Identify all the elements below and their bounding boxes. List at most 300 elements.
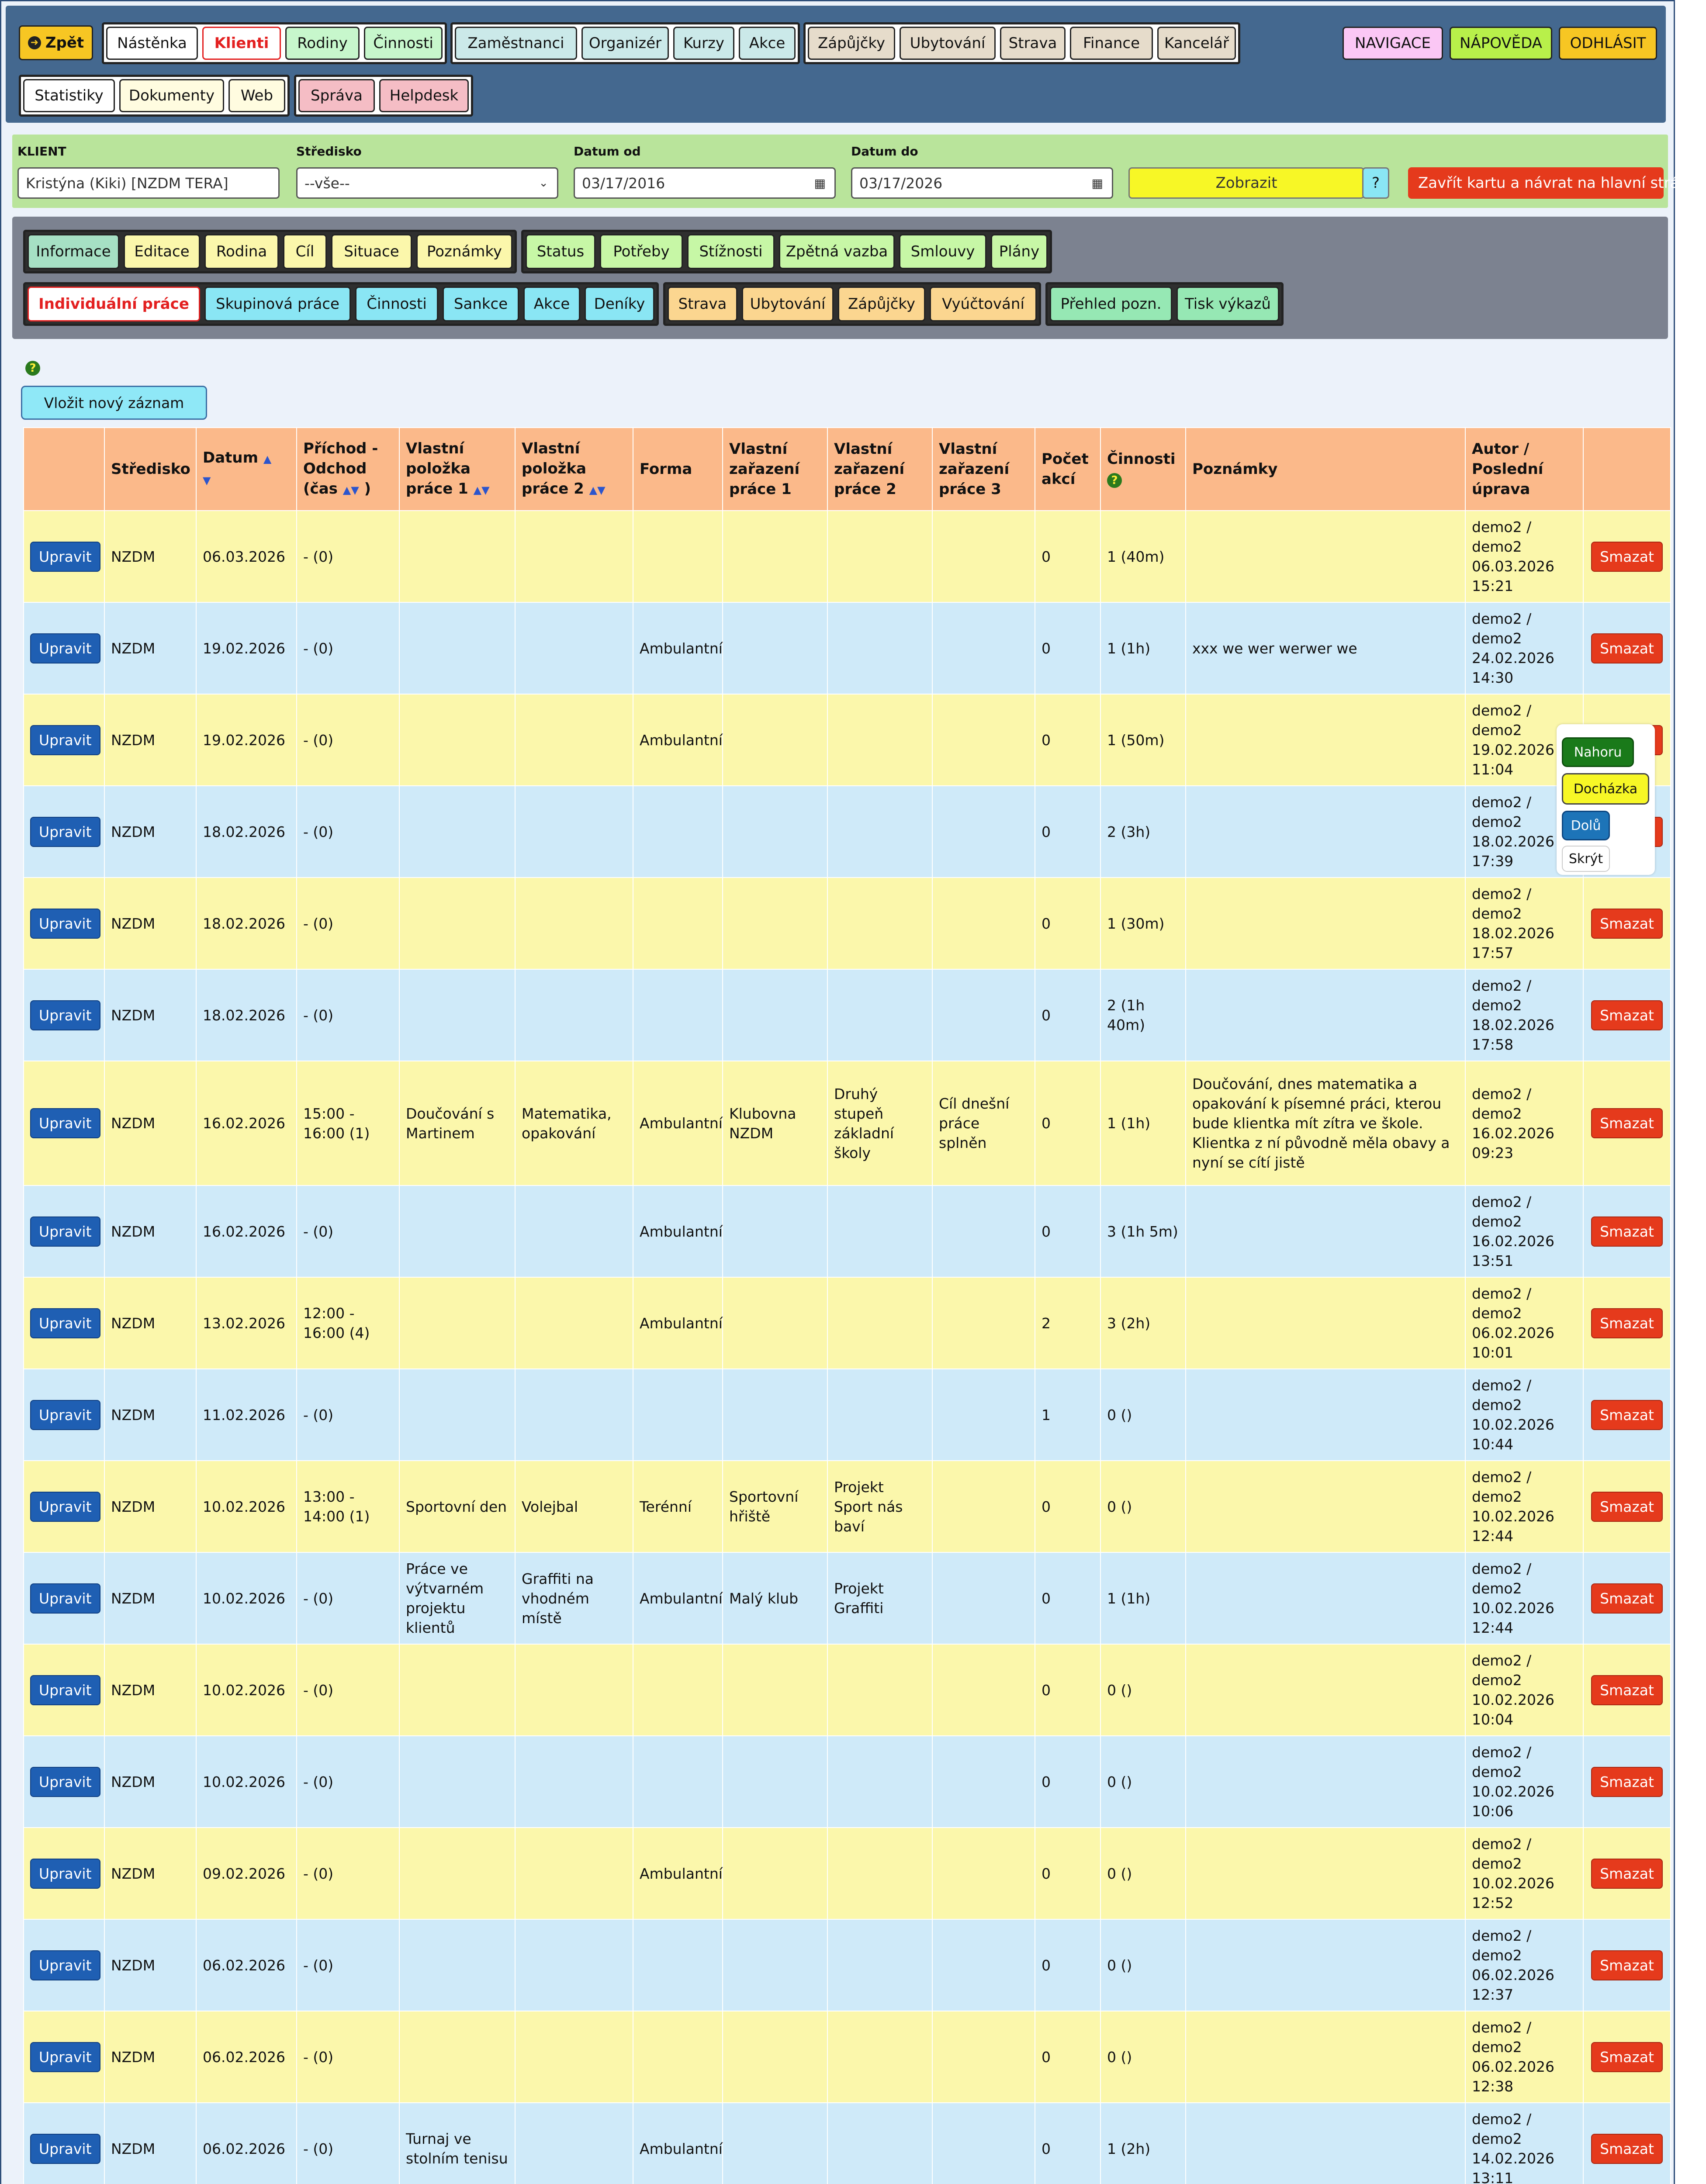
cell-pocet-akci: 0 [1035, 1061, 1100, 1185]
cell-vlastni-polozka-1 [399, 1185, 515, 1277]
table-row [24, 878, 1671, 969]
cell-autor: demo2 / demo2 24.02.2026 14:30 [1465, 602, 1583, 694]
cell-vlastni-zarazeni-1 [723, 1919, 827, 2011]
cell-forma: Ambulantní [633, 2103, 723, 2184]
cell-edit [24, 1277, 104, 1369]
cell-poznamky [1186, 694, 1465, 786]
table-row [24, 1185, 1671, 1277]
cell-delete [1583, 969, 1671, 1061]
cell-pocet-akci: 0 [1035, 1736, 1100, 1828]
header-prichod[interactable]: Příchod - Odchod (čas ▲▼ ) [297, 428, 399, 511]
cell-pocet-akci: 2 [1035, 1277, 1100, 1369]
cell-vlastni-zarazeni-1: Malý klub [723, 1552, 827, 1644]
edit-button[interactable]: Upravit [30, 1950, 100, 1980]
table-row [24, 1828, 1671, 1919]
sort-desc-icon[interactable]: ▼ [203, 474, 211, 487]
nav-finance[interactable]: Finance [1070, 27, 1153, 60]
cell-vlastni-zarazeni-2 [827, 1369, 932, 1461]
cell-vlastni-zarazeni-2: Projekt Sport nás baví [827, 1461, 932, 1552]
delete-button[interactable]: Smazat [1591, 1767, 1663, 1797]
cell-cinnosti: 0 () [1100, 1828, 1186, 1919]
edit-button[interactable]: Upravit [30, 1000, 100, 1030]
cell-vlastni-zarazeni-2 [827, 1185, 932, 1277]
cell-vlastni-polozka-1: Turnaj ve stolním tenisu [399, 2103, 515, 2184]
header-vlastni-zarazeni-2: Vlastní zařazení práce 2 [827, 428, 932, 511]
cell-vlastni-zarazeni-1 [723, 969, 827, 1061]
insert-record-button-top[interactable]: Vložit nový záznam [21, 386, 207, 420]
cell-pocet-akci: 0 [1035, 602, 1100, 694]
cell-datum: 18.02.2026 [196, 786, 297, 878]
cell-vlastni-zarazeni-3 [932, 786, 1035, 878]
cell-vlastni-polozka-2 [515, 786, 633, 878]
cell-forma: Ambulantní [633, 1061, 723, 1185]
cell-prichod: - (0) [297, 2011, 399, 2103]
cell-datum: 18.02.2026 [196, 969, 297, 1061]
cell-prichod: 13:00 - 14:00 (1) [297, 1461, 399, 1552]
table-row [24, 2103, 1671, 2184]
cell-stredisko: NZDM [104, 1461, 196, 1552]
klient-field[interactable]: Kristýna (Kiki) [NZDM TERA] [17, 167, 280, 199]
header-datum[interactable]: Datum ▲ ▼ [196, 428, 297, 511]
cell-delete [1583, 1185, 1671, 1277]
cell-delete [1583, 1061, 1671, 1185]
cell-cinnosti: 1 (1h) [1100, 602, 1186, 694]
cell-vlastni-polozka-2 [515, 1185, 633, 1277]
delete-button[interactable]: Smazat [1591, 1308, 1663, 1338]
cell-edit [24, 1644, 104, 1736]
cell-poznamky: xxx we wer werwer we [1186, 602, 1465, 694]
cell-cinnosti: 0 () [1100, 1369, 1186, 1461]
cell-vlastni-polozka-2: Volejbal [515, 1461, 633, 1552]
cell-vlastni-zarazeni-3 [932, 1828, 1035, 1919]
cell-autor: demo2 / demo2 10.02.2026 10:44 [1465, 1369, 1583, 1461]
edit-button[interactable]: Upravit [30, 542, 100, 572]
client-filter-bar [12, 135, 1706, 208]
cell-vlastni-zarazeni-2 [827, 1736, 932, 1828]
sort-asc-icon[interactable]: ▲ [343, 484, 351, 496]
tab-skupinova-prace[interactable]: Skupinová práce [204, 287, 351, 321]
cell-vlastni-zarazeni-3 [932, 1736, 1035, 1828]
delete-button[interactable]: Smazat [1591, 1000, 1663, 1030]
tab-potreby[interactable]: Potřeby [600, 234, 683, 269]
header-vlastni-polozka-2[interactable]: Vlastní položka práce 2 ▲▼ [515, 428, 633, 511]
cell-vlastni-zarazeni-3: Cíl dnešní práce splněn [932, 1061, 1035, 1185]
datum-do-label: Datum do [851, 144, 918, 159]
cell-datum: 06.03.2026 [196, 511, 297, 602]
nav-dokumenty[interactable]: Dokumenty [119, 79, 224, 112]
scroll-up-button[interactable]: Nahoru [1562, 737, 1634, 767]
back-label: Zpět [45, 34, 84, 52]
cell-stredisko: NZDM [104, 1369, 196, 1461]
top-navigation [6, 6, 1666, 123]
cell-vlastni-zarazeni-2: Druhý stupeň základní školy [827, 1061, 932, 1185]
cell-poznamky [1186, 1828, 1465, 1919]
cell-poznamky [1186, 1369, 1465, 1461]
cell-vlastni-polozka-1 [399, 1369, 515, 1461]
delete-button[interactable]: Smazat [1591, 1675, 1663, 1705]
cell-prichod: - (0) [297, 1736, 399, 1828]
delete-button[interactable]: Smazat [1591, 633, 1663, 663]
tab-ubytovani[interactable]: Ubytování [742, 287, 834, 321]
cell-vlastni-zarazeni-1 [723, 2103, 827, 2184]
odhlasit-button[interactable]: ODHLÁSIT [1559, 27, 1657, 60]
cell-cinnosti: 3 (2h) [1100, 1277, 1186, 1369]
tab-zpetna-vazba[interactable]: Zpětná vazba [779, 234, 895, 269]
cell-stredisko: NZDM [104, 1919, 196, 2011]
zobrazit-button[interactable]: Zobrazit [1128, 167, 1364, 199]
cell-stredisko: NZDM [104, 878, 196, 969]
cell-poznamky [1186, 511, 1465, 602]
cell-datum: 19.02.2026 [196, 694, 297, 786]
cell-stredisko: NZDM [104, 786, 196, 878]
cell-vlastni-zarazeni-3 [932, 694, 1035, 786]
cell-cinnosti: 0 () [1100, 1644, 1186, 1736]
stredisko-select[interactable]: --vše-- ⌄ [296, 167, 558, 199]
sort-asc-icon[interactable]: ▲ [473, 484, 482, 496]
nav-zamestnanci[interactable]: Zaměstnanci [455, 27, 577, 60]
cell-prichod: - (0) [297, 2103, 399, 2184]
cell-delete [1583, 2103, 1671, 2184]
cell-vlastni-zarazeni-2 [827, 786, 932, 878]
edit-button[interactable]: Upravit [30, 1492, 100, 1522]
table-row [24, 1552, 1671, 1644]
cell-poznamky [1186, 1185, 1465, 1277]
delete-button[interactable]: Smazat [1591, 1859, 1663, 1889]
cell-vlastni-polozka-1 [399, 511, 515, 602]
tab-smlouvy[interactable]: Smlouvy [899, 234, 986, 269]
tab-sankce[interactable]: Sankce [443, 287, 519, 321]
table-row [24, 969, 1671, 1061]
cell-delete [1583, 1552, 1671, 1644]
cell-stredisko: NZDM [104, 1552, 196, 1644]
cell-edit [24, 2103, 104, 2184]
edit-button[interactable]: Upravit [30, 1859, 100, 1889]
table-row [24, 786, 1671, 878]
cell-vlastni-zarazeni-3 [932, 878, 1035, 969]
cell-autor: demo2 / demo2 19.02.2026 11:04 [1465, 694, 1583, 786]
cell-prichod: 15:00 - 16:00 (1) [297, 1061, 399, 1185]
cell-cinnosti: 0 () [1100, 1736, 1186, 1828]
cell-delete [1583, 1736, 1671, 1828]
cell-vlastni-polozka-2 [515, 1919, 633, 2011]
tab-zapujcky[interactable]: Zápůjčky [838, 287, 925, 321]
nav-akce[interactable]: Akce [739, 27, 796, 60]
edit-button[interactable]: Upravit [30, 909, 100, 939]
cell-poznamky [1186, 2011, 1465, 2103]
tab-stiznosti[interactable]: Stížnosti [687, 234, 775, 269]
nav-nastenka[interactable]: Nástěnka [106, 27, 198, 60]
edit-button[interactable]: Upravit [30, 1216, 100, 1247]
cell-vlastni-zarazeni-1 [723, 1828, 827, 1919]
delete-button[interactable]: Smazat [1591, 542, 1663, 572]
close-card-button[interactable]: Zavřít kartu a návrat na hlavní stránku [1408, 167, 1664, 199]
cell-vlastni-polozka-2: Matematika, opakování [515, 1061, 633, 1185]
cell-vlastni-polozka-2 [515, 969, 633, 1061]
cell-autor: demo2 / demo2 10.02.2026 10:04 [1465, 1644, 1583, 1736]
delete-button[interactable]: Smazat [1591, 1950, 1663, 1980]
cell-vlastni-zarazeni-1 [723, 1185, 827, 1277]
cell-vlastni-zarazeni-2 [827, 602, 932, 694]
cell-vlastni-polozka-1: Sportovní den [399, 1461, 515, 1552]
cell-vlastni-zarazeni-2 [827, 878, 932, 969]
cell-poznamky [1186, 786, 1465, 878]
tab-plany[interactable]: Plány [991, 234, 1048, 269]
edit-button[interactable]: Upravit [30, 1583, 100, 1614]
cell-vlastni-polozka-2 [515, 878, 633, 969]
cell-vlastni-polozka-2 [515, 1828, 633, 1919]
nav-statistiky[interactable]: Statistiky [23, 79, 115, 112]
cell-vlastni-polozka-1 [399, 1919, 515, 2011]
cell-edit [24, 1919, 104, 2011]
tab-situace[interactable]: Situace [331, 234, 412, 269]
tab-strava[interactable]: Strava [668, 287, 737, 321]
cell-poznamky [1186, 1552, 1465, 1644]
scroll-down-button[interactable]: Dolů [1562, 811, 1610, 840]
cell-vlastni-zarazeni-3 [932, 1644, 1035, 1736]
cell-vlastni-polozka-1 [399, 786, 515, 878]
table-row [24, 1919, 1671, 2011]
tab-individualni-prace[interactable]: Individuální práce [28, 287, 200, 321]
tab-prehled-pozn[interactable]: Přehled pozn. [1050, 287, 1172, 321]
navigace-button[interactable]: NAVIGACE [1343, 27, 1443, 60]
cell-forma [633, 1369, 723, 1461]
chevron-down-icon: ⌄ [539, 176, 548, 190]
cell-poznamky [1186, 1736, 1465, 1828]
delete-button[interactable]: Smazat [1591, 1492, 1663, 1522]
cell-vlastni-zarazeni-2 [827, 1644, 932, 1736]
cell-vlastni-zarazeni-2 [827, 1277, 932, 1369]
cell-forma [633, 511, 723, 602]
cell-poznamky: Doučování, dnes matematika a opakování k písemné práci, kterou bude klientka mít zítra ve škole. Klientka z ní původně měla obavy a nyní se cítí jistě [1186, 1061, 1465, 1185]
cell-vlastni-zarazeni-1 [723, 694, 827, 786]
edit-button[interactable]: Upravit [30, 1308, 100, 1338]
cell-edit [24, 1736, 104, 1828]
cell-cinnosti: 1 (40m) [1100, 511, 1186, 602]
nav-strava[interactable]: Strava [1000, 27, 1066, 60]
cell-datum: 10.02.2026 [196, 1644, 297, 1736]
tab-tisk-vykazu[interactable]: Tisk výkazů [1177, 287, 1279, 321]
cell-cinnosti: 1 (1h) [1100, 1061, 1186, 1185]
tab-vyuctovani[interactable]: Vyúčtování [930, 287, 1037, 321]
cell-vlastni-zarazeni-1 [723, 1736, 827, 1828]
cell-vlastni-polozka-2 [515, 1369, 633, 1461]
nav-cinnosti[interactable]: Činnosti [364, 27, 443, 60]
cell-vlastni-polozka-2 [515, 1277, 633, 1369]
sort-desc-icon[interactable]: ▼ [351, 484, 359, 496]
delete-button[interactable]: Smazat [1591, 1108, 1663, 1138]
cell-poznamky [1186, 969, 1465, 1061]
tab-poznamky[interactable]: Poznámky [416, 234, 512, 269]
cell-edit [24, 1185, 104, 1277]
cell-stredisko: NZDM [104, 969, 196, 1061]
header-vlastni-zarazeni-1: Vlastní zařazení práce 1 [723, 428, 827, 511]
table-body [24, 511, 1671, 2184]
cell-stredisko: NZDM [104, 694, 196, 786]
cell-cinnosti: 0 () [1100, 1461, 1186, 1552]
nav-web[interactable]: Web [228, 79, 285, 112]
cell-datum: 10.02.2026 [196, 1552, 297, 1644]
cell-vlastni-zarazeni-2 [827, 511, 932, 602]
delete-button[interactable]: Smazat [1591, 2134, 1663, 2164]
tab-akce[interactable]: Akce [523, 287, 580, 321]
sort-desc-icon[interactable]: ▼ [481, 484, 490, 496]
tab-rodina[interactable]: Rodina [204, 234, 279, 269]
sort-asc-icon[interactable]: ▲ [263, 453, 272, 465]
cell-stredisko: NZDM [104, 1644, 196, 1736]
cell-forma: Ambulantní [633, 602, 723, 694]
cell-pocet-akci: 0 [1035, 1552, 1100, 1644]
tab-cinnosti[interactable]: Činnosti [355, 287, 438, 321]
cell-prichod: - (0) [297, 602, 399, 694]
cell-edit [24, 694, 104, 786]
napoveda-button[interactable]: NÁPOVĚDA [1450, 27, 1552, 60]
cell-datum: 11.02.2026 [196, 1369, 297, 1461]
tab-deniky[interactable]: Deníky [585, 287, 654, 321]
cell-cinnosti: 0 () [1100, 2011, 1186, 2103]
delete-button[interactable]: Smazat [1591, 2042, 1663, 2072]
cell-prichod: - (0) [297, 1828, 399, 1919]
tab-informace[interactable]: Informace [28, 234, 119, 269]
cell-pocet-akci: 0 [1035, 1644, 1100, 1736]
help-icon[interactable]: ? [25, 361, 40, 376]
tab-cil[interactable]: Cíl [283, 234, 327, 269]
cell-vlastni-polozka-2 [515, 2011, 633, 2103]
cell-vlastni-polozka-2 [515, 694, 633, 786]
edit-button[interactable]: Upravit [30, 1675, 100, 1705]
tab-status[interactable]: Status [526, 234, 595, 269]
cell-autor: demo2 / demo2 14.02.2026 13:11 [1465, 2103, 1583, 2184]
cell-autor: demo2 / demo2 16.02.2026 09:23 [1465, 1061, 1583, 1185]
cell-datum: 16.02.2026 [196, 1061, 297, 1185]
cell-vlastni-zarazeni-1 [723, 1369, 827, 1461]
table-row [24, 1061, 1671, 1185]
records-table [23, 427, 1671, 2184]
nav-zapujcky[interactable]: Zápůjčky [808, 27, 895, 60]
cell-delete [1583, 878, 1671, 969]
cell-cinnosti: 3 (1h 5m) [1100, 1185, 1186, 1277]
cell-vlastni-zarazeni-2: Projekt Graffiti [827, 1552, 932, 1644]
table-row [24, 2011, 1671, 2103]
cell-vlastni-zarazeni-3 [932, 1369, 1035, 1461]
cell-vlastni-zarazeni-2 [827, 2103, 932, 2184]
edit-button[interactable]: Upravit [30, 1108, 100, 1138]
edit-button[interactable]: Upravit [30, 817, 100, 847]
cell-vlastni-zarazeni-2 [827, 969, 932, 1061]
cell-vlastni-zarazeni-3 [932, 511, 1035, 602]
cell-datum: 10.02.2026 [196, 1736, 297, 1828]
edit-button[interactable]: Upravit [30, 1400, 100, 1430]
nav-rodiny[interactable]: Rodiny [285, 27, 360, 60]
cell-pocet-akci: 0 [1035, 2103, 1100, 2184]
cell-vlastni-zarazeni-3 [932, 1185, 1035, 1277]
cell-pocet-akci: 0 [1035, 511, 1100, 602]
header-vlastni-polozka-1[interactable]: Vlastní položka práce 1 ▲▼ [399, 428, 515, 511]
help-button[interactable]: ? [1362, 167, 1389, 199]
edit-button[interactable]: Upravit [30, 633, 100, 663]
nav-klienti[interactable]: Klienti [202, 27, 281, 60]
datum-do-input[interactable]: 03/17/2026 ▦ [851, 167, 1113, 199]
nav-kancelar[interactable]: Kancelář [1157, 27, 1236, 60]
quick-scroll-panel [1557, 724, 1655, 875]
sort-desc-icon[interactable]: ▼ [597, 484, 606, 496]
edit-button[interactable]: Upravit [30, 1767, 100, 1797]
table-row [24, 1461, 1671, 1552]
cell-datum: 13.02.2026 [196, 1277, 297, 1369]
cell-edit [24, 1061, 104, 1185]
cell-stredisko: NZDM [104, 1828, 196, 1919]
cell-vlastni-zarazeni-3 [932, 1277, 1035, 1369]
hide-panel-button[interactable]: Skrýt [1562, 846, 1610, 872]
help-icon[interactable]: ? [1107, 473, 1122, 488]
cell-vlastni-polozka-2 [515, 1644, 633, 1736]
cell-prichod: - (0) [297, 786, 399, 878]
cell-autor: demo2 / demo2 06.02.2026 12:37 [1465, 1919, 1583, 2011]
cell-forma: Ambulantní [633, 694, 723, 786]
cell-poznamky [1186, 1919, 1465, 2011]
cell-datum: 18.02.2026 [196, 878, 297, 969]
delete-button[interactable]: Smazat [1591, 1216, 1663, 1247]
cell-autor: demo2 / demo2 06.02.2026 12:38 [1465, 2011, 1583, 2103]
cell-forma [633, 1919, 723, 2011]
cell-forma [633, 2011, 723, 2103]
cell-vlastni-zarazeni-3 [932, 2103, 1035, 2184]
cell-vlastni-zarazeni-1 [723, 2011, 827, 2103]
cell-pocet-akci: 0 [1035, 878, 1100, 969]
cell-pocet-akci: 0 [1035, 969, 1100, 1061]
cell-pocet-akci: 0 [1035, 1919, 1100, 2011]
delete-button[interactable]: Smazat [1591, 1583, 1663, 1614]
cell-prichod: - (0) [297, 1919, 399, 2011]
back-button[interactable] [19, 25, 93, 60]
cell-pocet-akci: 0 [1035, 1185, 1100, 1277]
nav-ubytovani[interactable]: Ubytování [900, 27, 996, 60]
dochazka-button[interactable]: Docházka [1562, 773, 1649, 805]
cell-vlastni-zarazeni-2 [827, 2011, 932, 2103]
cell-autor: demo2 / demo2 10.02.2026 12:52 [1465, 1828, 1583, 1919]
cell-autor: demo2 / demo2 10.02.2026 12:44 [1465, 1461, 1583, 1552]
cell-stredisko: NZDM [104, 1061, 196, 1185]
cell-delete [1583, 1919, 1671, 2011]
header-stredisko[interactable]: Středisko [104, 428, 196, 511]
cell-cinnosti: 1 (1h) [1100, 1552, 1186, 1644]
table-row [24, 1369, 1671, 1461]
client-section-nav [12, 217, 1668, 339]
cell-vlastni-zarazeni-2 [827, 694, 932, 786]
nav-kurzy[interactable]: Kurzy [673, 27, 734, 60]
datum-od-input[interactable]: 03/17/2016 ▦ [574, 167, 836, 199]
nav-sprava[interactable]: Správa [298, 79, 375, 112]
cell-vlastni-polozka-1 [399, 1736, 515, 1828]
edit-button[interactable]: Upravit [30, 2134, 100, 2164]
delete-button[interactable]: Smazat [1591, 909, 1663, 939]
header-actions [24, 428, 104, 511]
sort-asc-icon[interactable]: ▲ [589, 484, 598, 496]
edit-button[interactable]: Upravit [30, 725, 100, 755]
cell-vlastni-zarazeni-3 [932, 969, 1035, 1061]
nav-organizer[interactable]: Organizér [581, 27, 669, 60]
cell-vlastni-zarazeni-1 [723, 878, 827, 969]
delete-button[interactable]: Smazat [1591, 1400, 1663, 1430]
table-row [24, 694, 1671, 786]
header-forma: Forma [633, 428, 723, 511]
cell-edit [24, 1552, 104, 1644]
cell-poznamky [1186, 1277, 1465, 1369]
tab-editace[interactable]: Editace [124, 234, 200, 269]
header-cinnosti: Činnosti ? [1100, 428, 1186, 511]
nav-helpdesk[interactable]: Helpdesk [379, 79, 469, 112]
cell-delete [1583, 511, 1671, 602]
edit-button[interactable]: Upravit [30, 2042, 100, 2072]
